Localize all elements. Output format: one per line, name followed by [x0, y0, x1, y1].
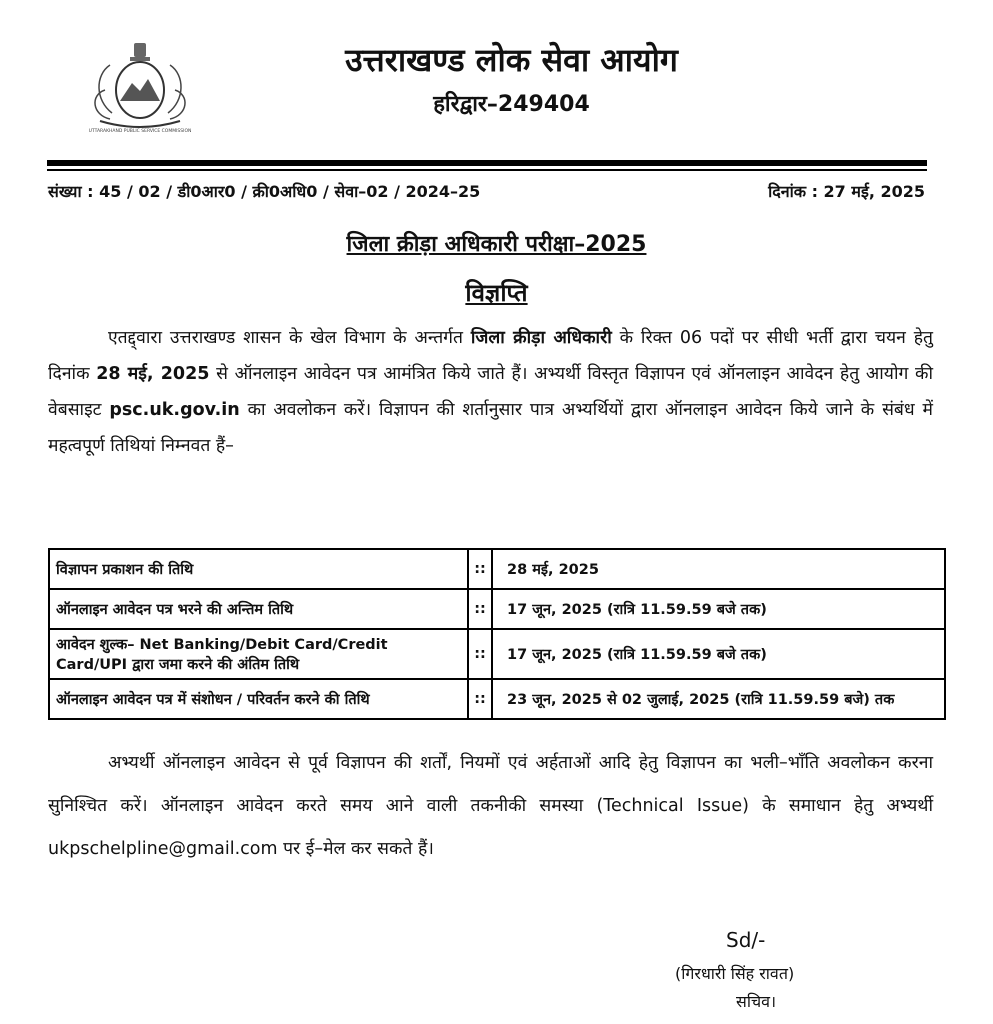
separator: :: — [468, 679, 492, 719]
post-name: जिला क्रीड़ा अधिकारी — [470, 328, 612, 348]
intro-text-3: से ऑनलाइन आवेदन पत्र आमंत्रित किये जाते हैं। अभ्यर्थी विस्तृत विज्ञापन एवं ऑनलाइन आवेदन हेतु आयोग की वेबसाइट — [48, 364, 933, 420]
table-row — [49, 629, 945, 679]
date-label: विज्ञापन प्रकाशन की तिथि — [49, 549, 468, 589]
separator: :: — [468, 549, 492, 589]
important-dates-table — [48, 548, 946, 720]
date-label: ऑनलाइन आवेदन पत्र भरने की अन्तिम तिथि — [49, 589, 468, 629]
header-divider-thick — [47, 160, 927, 166]
intro-text-1: एतद्द्वारा उत्तराखण्ड शासन के खेल विभाग के अन्तर्गत — [108, 328, 471, 348]
instructions-text: अभ्यर्थी ऑनलाइन आवेदन से पूर्व विज्ञापन की शर्तों, नियमों एवं अर्हताओं आदि हेतु विज्ञापन का भली–भाँति अवलोकन करना सुनिश्चित करें। ऑनलाइन आवेदन करते समय आने वाली तकनीकी समस्या (Technical Issue) के समाधान हेतु अभ्यर्थी ukpschelpline@gmail.com पर ई–मेल कर सकते हैं। — [48, 753, 933, 859]
date-value: 23 जून, 2025 से 02 जुलाई, 2025 (रात्रि 11.59.59 बजे) तक — [492, 679, 945, 719]
date-value: 17 जून, 2025 (रात्रि 11.59.59 बजे तक) — [492, 629, 945, 679]
signature-sd: Sd/- — [726, 928, 766, 952]
website-link[interactable]: psc.uk.gov.in — [109, 400, 240, 420]
instructions-paragraph — [48, 742, 933, 871]
separator: :: — [468, 589, 492, 629]
date-label: आवेदन शुल्क– Net Banking/Debit Card/Credit Card/UPI द्वारा जमा करने की अंतिम तिथि — [49, 629, 468, 679]
separator: :: — [468, 629, 492, 679]
table-row — [49, 679, 945, 719]
table-row — [49, 589, 945, 629]
notice-heading: विज्ञप्ति — [465, 279, 528, 307]
header-divider-thin — [47, 169, 927, 171]
logo-caption: UTTARAKHAND PUBLIC SERVICE COMMISSION — [88, 129, 192, 134]
signatory-designation: सचिव। — [736, 992, 777, 1011]
intro-text-4: का अवलोकन करें। विज्ञापन की शर्तानुसार पात्र अभ्यर्थियों द्वारा ऑनलाइन आवेदन किये जाने के संबंध में महत्वपूर्ण तिथियां निम्नवत हैं– — [48, 400, 933, 456]
intro-text-2: के रिक्त 06 पदों पर सीधी भर्ती द्वारा चयन हेतु दिनांक — [48, 328, 933, 384]
issue-date: दिनांक : 27 मई, 2025 — [768, 182, 925, 201]
intro-paragraph — [48, 320, 933, 464]
organization-name: उत्तराखण्ड लोक सेवा आयोग — [345, 41, 678, 79]
exam-title: जिला क्रीड़ा अधिकारी परीक्षा–2025 — [346, 232, 647, 257]
date-label: ऑनलाइन आवेदन पत्र में संशोधन / परिवर्तन करने की तिथि — [49, 679, 468, 719]
organization-address: हरिद्वार–249404 — [433, 92, 590, 117]
date-value: 28 मई, 2025 — [492, 549, 945, 589]
start-date: 28 मई, 2025 — [96, 364, 210, 384]
date-value: 17 जून, 2025 (रात्रि 11.59.59 बजे तक) — [492, 589, 945, 629]
table-row — [49, 549, 945, 589]
reference-number: संख्या : 45 / 02 / डी0आर0 / क्री0अधि0 / सेवा–02 / 2024–25 — [48, 182, 481, 201]
signatory-name: (गिरधारी सिंह रावत) — [675, 964, 795, 983]
